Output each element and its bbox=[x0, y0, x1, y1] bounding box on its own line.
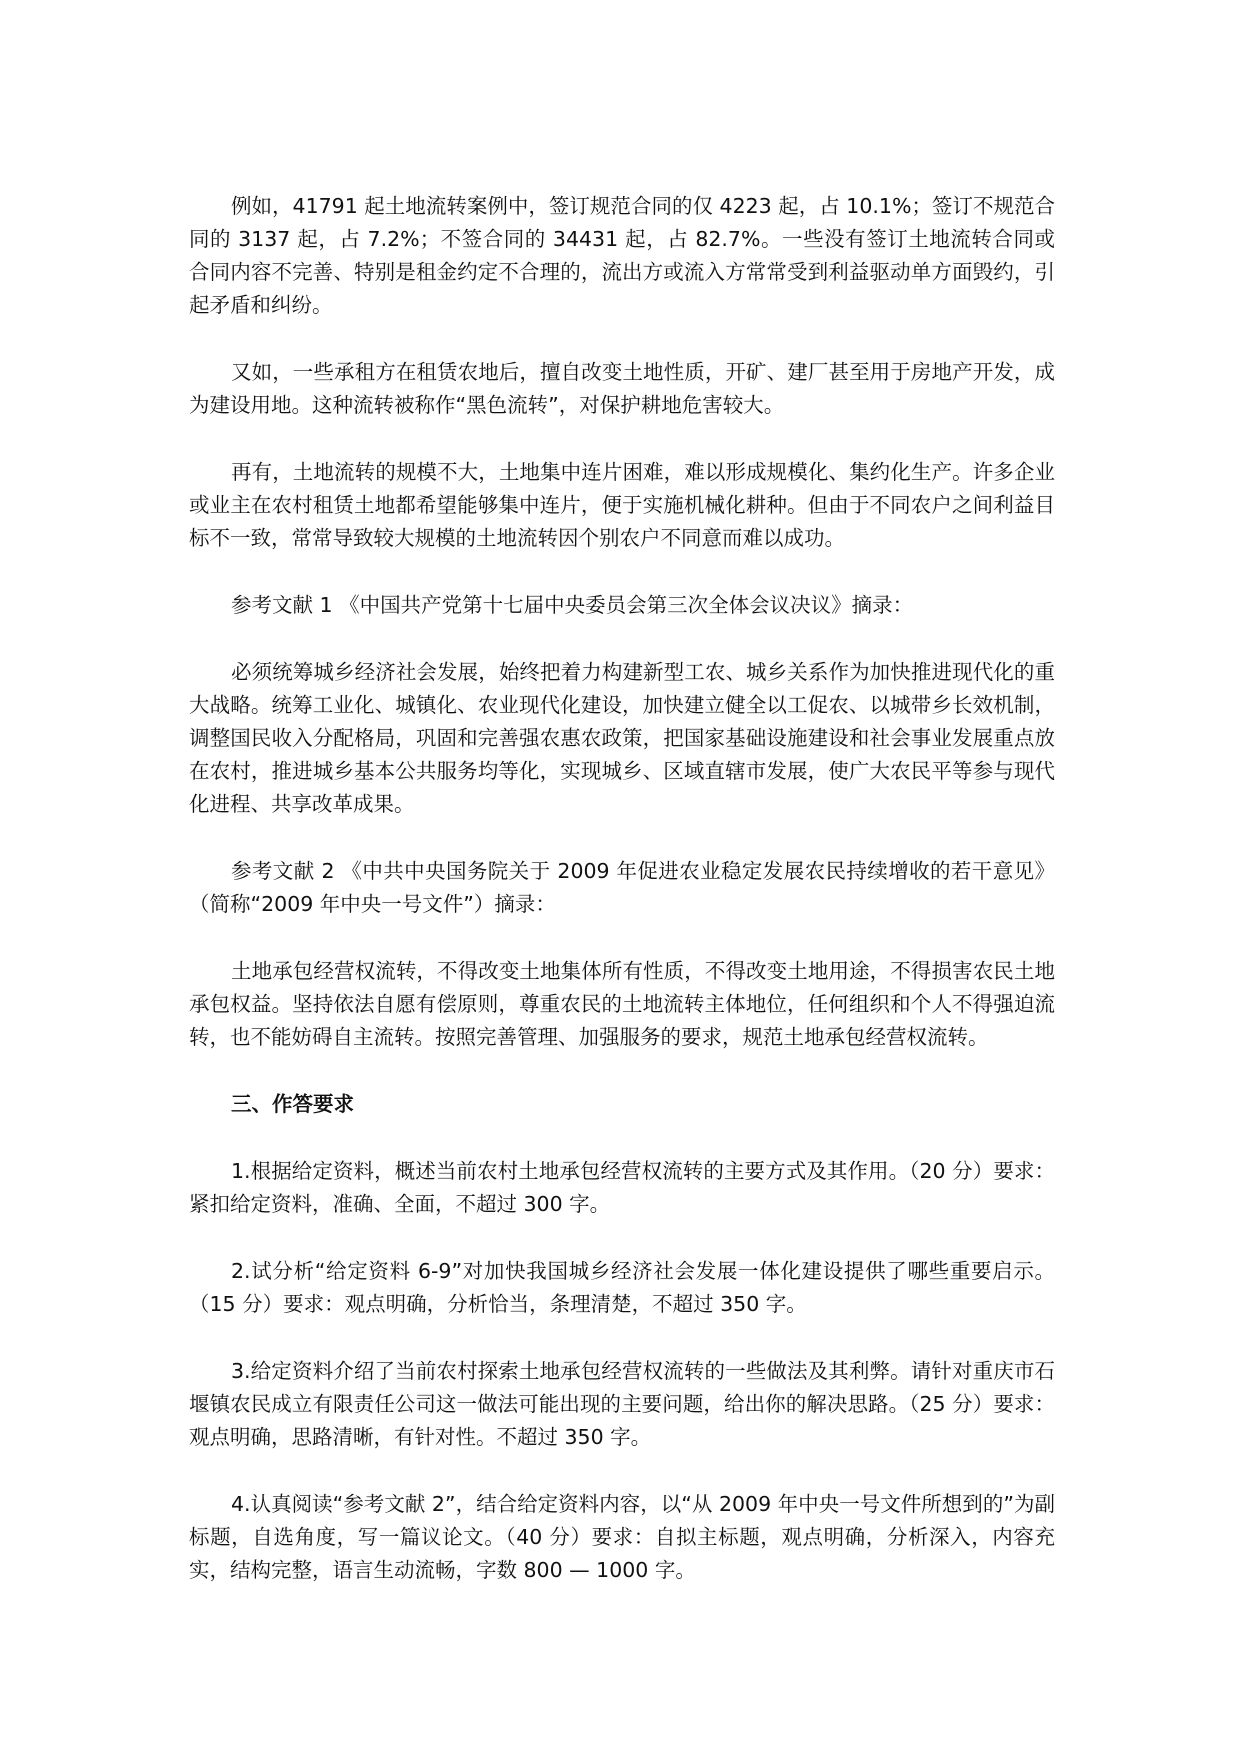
reference-2-title: 参考文献 2 《中共中央国务院关于 2009 年促进农业稳定发展农民持续增收的若干意见》（简称“2009 年中央一号文件”）摘录： bbox=[189, 859, 1055, 916]
question-1: 1.根据给定资料，概述当前农村土地承包经营权流转的主要方式及其作用。（20 分）要求：紧扣给定资料，准确、全面，不超过 300 字。 bbox=[189, 1159, 1055, 1216]
question-3: 3.给定资料介绍了当前农村探索土地承包经营权流转的一些做法及其利弊。请针对重庆市石堰镇农民成立有限责任公司这一做法可能出现的主要问题，给出你的解决思路。（25 分）要求：观点明确，思路清晰，有针对性。不超过 350 字。 bbox=[189, 1359, 1055, 1449]
section-heading: 三、作答要求 bbox=[231, 1092, 354, 1116]
document-page bbox=[189, 190, 1055, 1621]
reference-2-excerpt: 土地承包经营权流转，不得改变土地集体所有性质，不得改变土地用途，不得损害农民土地承包权益。坚持依法自愿有偿原则，尊重农民的土地流转主体地位，任何组织和个人不得强迫流转，也不能妨碍自主流转。按照完善管理、加强服务的要求，规范土地承包经营权流转。 bbox=[189, 959, 1055, 1049]
question-4: 4.认真阅读“参考文献 2”，结合给定资料内容，以“从 2009 年中央一号文件所想到的”为副标题，自选角度，写一篇议论文。（40 分）要求：自拟主标题，观点明确，分析深入，内容充实，结构完整，语言生动流畅，字数 800 — 1000 字。 bbox=[189, 1492, 1055, 1582]
question-2: 2.试分析“给定资料 6-9”对加快我国城乡经济社会发展一体化建设提供了哪些重要启示。（15 分）要求：观点明确，分析恰当，条理清楚，不超过 350 字。 bbox=[189, 1259, 1055, 1316]
paragraph-black-transfer: 又如，一些承租方在租赁农地后，擅自改变土地性质，开矿、建厂甚至用于房地产开发，成为建设用地。这种流转被称作“黑色流转”，对保护耕地危害较大。 bbox=[189, 360, 1055, 417]
paragraph-contract-statistics: 例如，41791 起土地流转案例中，签订规范合同的仅 4223 起，占 10.1%；签订不规范合同的 3137 起，占 7.2%；不签合同的 34431 起，占 82.7%。一些没有签订土地流转合同或合同内容不完善、特别是租金约定不合理的，流出方或流入方常常受到利益驱动单方面毁约，引起矛盾和纠纷。 bbox=[189, 194, 1055, 317]
reference-1-excerpt: 必须统筹城乡经济社会发展，始终把着力构建新型工农、城乡关系作为加快推进现代化的重大战略。统筹工业化、城镇化、农业现代化建设，加快建立健全以工促农、以城带乡长效机制，调整国民收入分配格局，巩固和完善强农惠农政策，把国家基础设施建设和社会事业发展重点放在农村，推进城乡基本公共服务均等化，实现城乡、区域直辖市发展，使广大农民平等参与现代化进程、共享改革成果。 bbox=[189, 660, 1055, 816]
reference-1-title: 参考文献 1 《中国共产党第十七届中央委员会第三次全体会议决议》摘录： bbox=[231, 593, 914, 617]
paragraph-scale-issue: 再有，土地流转的规模不大，土地集中连片困难，难以形成规模化、集约化生产。许多企业或业主在农村租赁土地都希望能够集中连片，便于实施机械化耕种。但由于不同农户之间利益目标不一致，常常导致较大规模的土地流转因个别农户不同意而难以成功。 bbox=[189, 460, 1055, 550]
